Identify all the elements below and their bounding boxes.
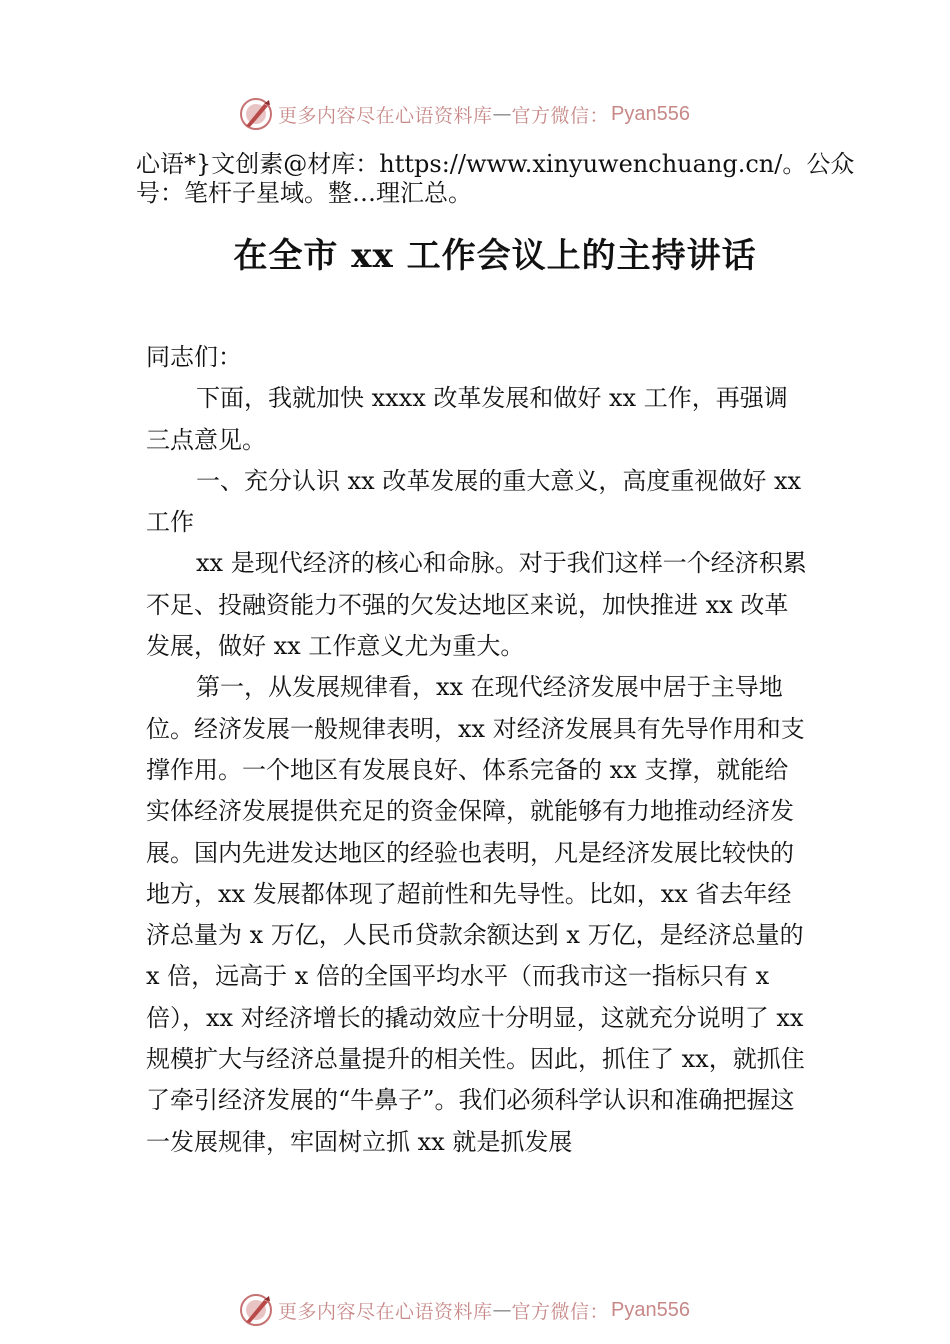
quill-logo-icon bbox=[238, 96, 274, 132]
document-body bbox=[146, 337, 810, 1163]
document-title: 在全市 xx 工作会议上的主持讲话 bbox=[233, 236, 757, 276]
quill-logo-icon bbox=[238, 1292, 274, 1328]
banner-wechat-id: Pyan556 bbox=[611, 102, 690, 125]
body-paragraph: 下面，我就加快 xxxx 改革发展和做好 xx 工作，再强调三点意见。 bbox=[146, 384, 788, 454]
banner-wechat-label: 官方微信： bbox=[511, 104, 610, 127]
banner-text: 更多内容尽在心语资料库 bbox=[278, 104, 493, 127]
body-paragraph: xx 是现代经济的核心和命脉。对于我们这样一个经济积累不足、投融资能力不强的欠发达地区来说，加快推进 xx 改革发展，做好 xx 工作意义尤为重大。 bbox=[146, 549, 807, 661]
banner-wechat-label: 官方微信： bbox=[511, 1300, 610, 1323]
body-paragraph: 第一，从发展规律看，xx 在现代经济发展中居于主导地位。经济发展一般规律表明，xx 对经济发展具有先导作用和支撑作用。一个地区有发展良好、体系完备的 xx 支撑，就能给实体经济发展提供充足的资金保障，就能够有力地推动经济发展。国内先进发达地区的经验也表明，凡是经济发展比较快的地方，xx 发展都体现了超前性和先导性。比如，xx 省去年经济总量为 x 万亿，人民币贷款余额达到 x 万亿，是经济总量的 x 倍，远高于 x 倍的全国平均水平（而我市这一指标只有 x 倍），xx 对经济增长的撬动效应十分明显，这就充分说明了 xx 规模扩大与经济总量提升的相关性。因此，抓住了 xx，就抓住了牵引经济发展的“牛鼻子”。我们必须科学认识和准确把握这一发展规律，牢固树立抓 xx 就是抓发展 bbox=[146, 673, 805, 1156]
banner-wechat-id: Pyan556 bbox=[611, 1298, 690, 1321]
source-note: 心语*}文创素@材库：https://www.xinyuwenchuang.cn/。公众号：笔杆子星域。整…理汇总。 bbox=[136, 150, 855, 207]
banner-separator: — bbox=[492, 1299, 512, 1321]
footer-watermark-banner bbox=[238, 1290, 690, 1330]
banner-text: 更多内容尽在心语资料库 bbox=[278, 1300, 493, 1323]
banner-separator: — bbox=[492, 103, 512, 125]
salutation: 同志们： bbox=[146, 343, 242, 371]
section-heading: 一、充分认识 xx 改革发展的重大意义，高度重视做好 xx 工作 bbox=[146, 466, 802, 537]
header-watermark-banner bbox=[238, 94, 690, 134]
